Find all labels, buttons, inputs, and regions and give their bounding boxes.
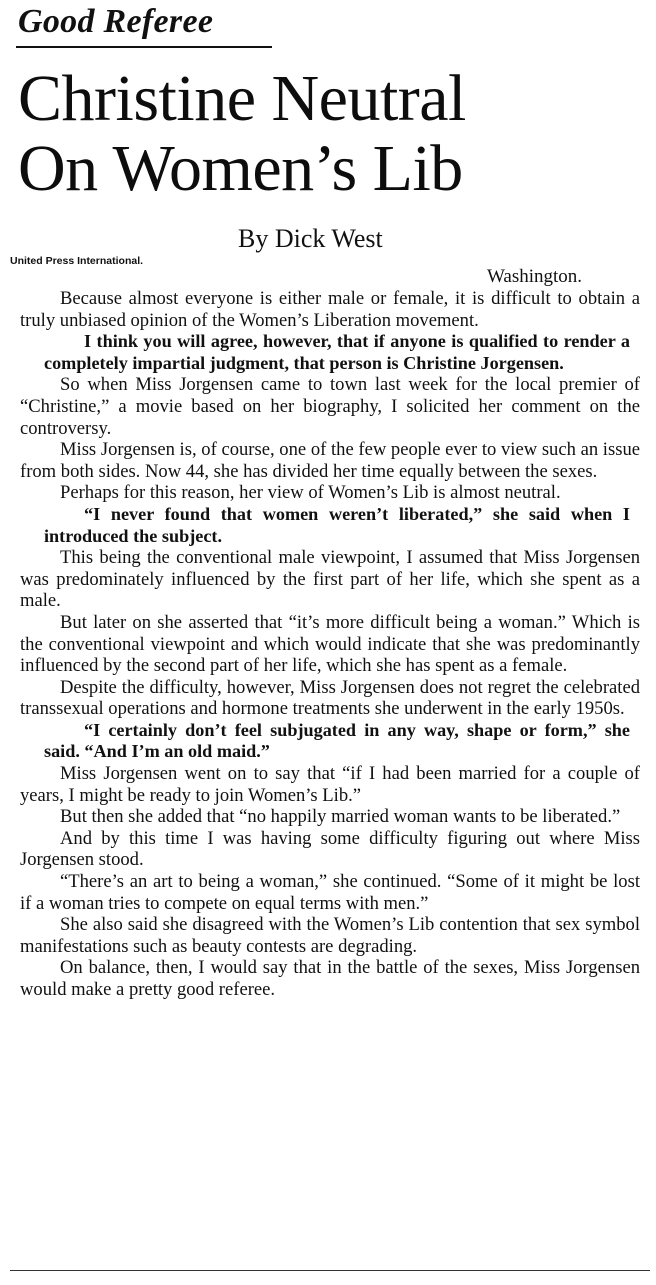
kicker-underline — [16, 46, 272, 48]
article-paragraph: Miss Jorgensen is, of course, one of the few people ever to view such an issue from both sides. Now 44, she has divided her time equally between the sexes. — [20, 439, 640, 482]
article-paragraph: She also said she disagreed with the Women’s Lib contention that sex symbol manifestations such as beauty contests are degrading. — [20, 914, 640, 957]
pull-quote-paragraph: I think you will agree, however, that if anyone is qualified to render a completely impartial judgment, that person is Christine Jorgensen. — [44, 331, 630, 373]
article-paragraph: On balance, then, I would say that in the battle of the sexes, Miss Jorgensen would make a pretty good referee. — [20, 957, 640, 1000]
dateline: Washington. — [487, 266, 583, 287]
pull-quote-paragraph: “I never found that women weren’t liberated,” she said when I introduced the subject. — [44, 503, 630, 546]
bottom-divider — [10, 1270, 650, 1271]
article-paragraph: Miss Jorgensen went on to say that “if I had been married for a couple of years, I might be ready to join Women’s Lib.” — [20, 763, 640, 806]
article-paragraph: So when Miss Jorgensen came to town last week for the local premier of “Christine,” a movie based on her biography, I solicited her comment on the controversy. — [20, 374, 640, 439]
pull-quote-paragraph: “I certainly don’t feel subjugated in any way, shape or form,” she said. “And I’m an old maid.” — [44, 719, 630, 762]
byline: By Dick West — [238, 224, 383, 253]
article-paragraph: Perhaps for this reason, her view of Women’s Lib is almost neutral. — [60, 482, 561, 504]
kicker-heading: Good Referee — [18, 3, 214, 40]
article-body — [20, 288, 640, 1001]
article-paragraph: Despite the difficulty, however, Miss Jorgensen does not regret the celebrated transsexual operations and hormone treatments she underwent in the early 1950s. — [20, 676, 640, 720]
article-paragraph: And by this time I was having some difficulty figuring out where Miss Jorgensen stood. — [20, 827, 640, 871]
article-paragraph: But later on she asserted that “it’s more difficult being a woman.” Which is the conventional viewpoint and which would indicate that she was predominantly influenced by the second part of her life, which she has spent as a female. — [20, 611, 640, 677]
headline-line-2: On Women’s Lib — [18, 132, 463, 205]
headline — [18, 64, 638, 204]
headline-line-1: Christine Neutral — [18, 62, 466, 135]
article-paragraph: Because almost everyone is either male or female, it is difficult to obtain a truly unbiased opinion of the Women’s Liberation movement. — [20, 288, 640, 331]
wire-credit: United Press International. — [10, 255, 144, 267]
article-paragraph: “There’s an art to being a woman,” she continued. “Some of it might be lost if a woman tries to compete on equal terms with men.” — [20, 871, 640, 914]
article-paragraph: But then she added that “no happily married woman wants to be liberated.” — [60, 806, 621, 828]
article-paragraph: This being the conventional male viewpoint, I assumed that Miss Jorgensen was predominately influenced by the first part of her life, which she spent as a male. — [20, 547, 640, 612]
